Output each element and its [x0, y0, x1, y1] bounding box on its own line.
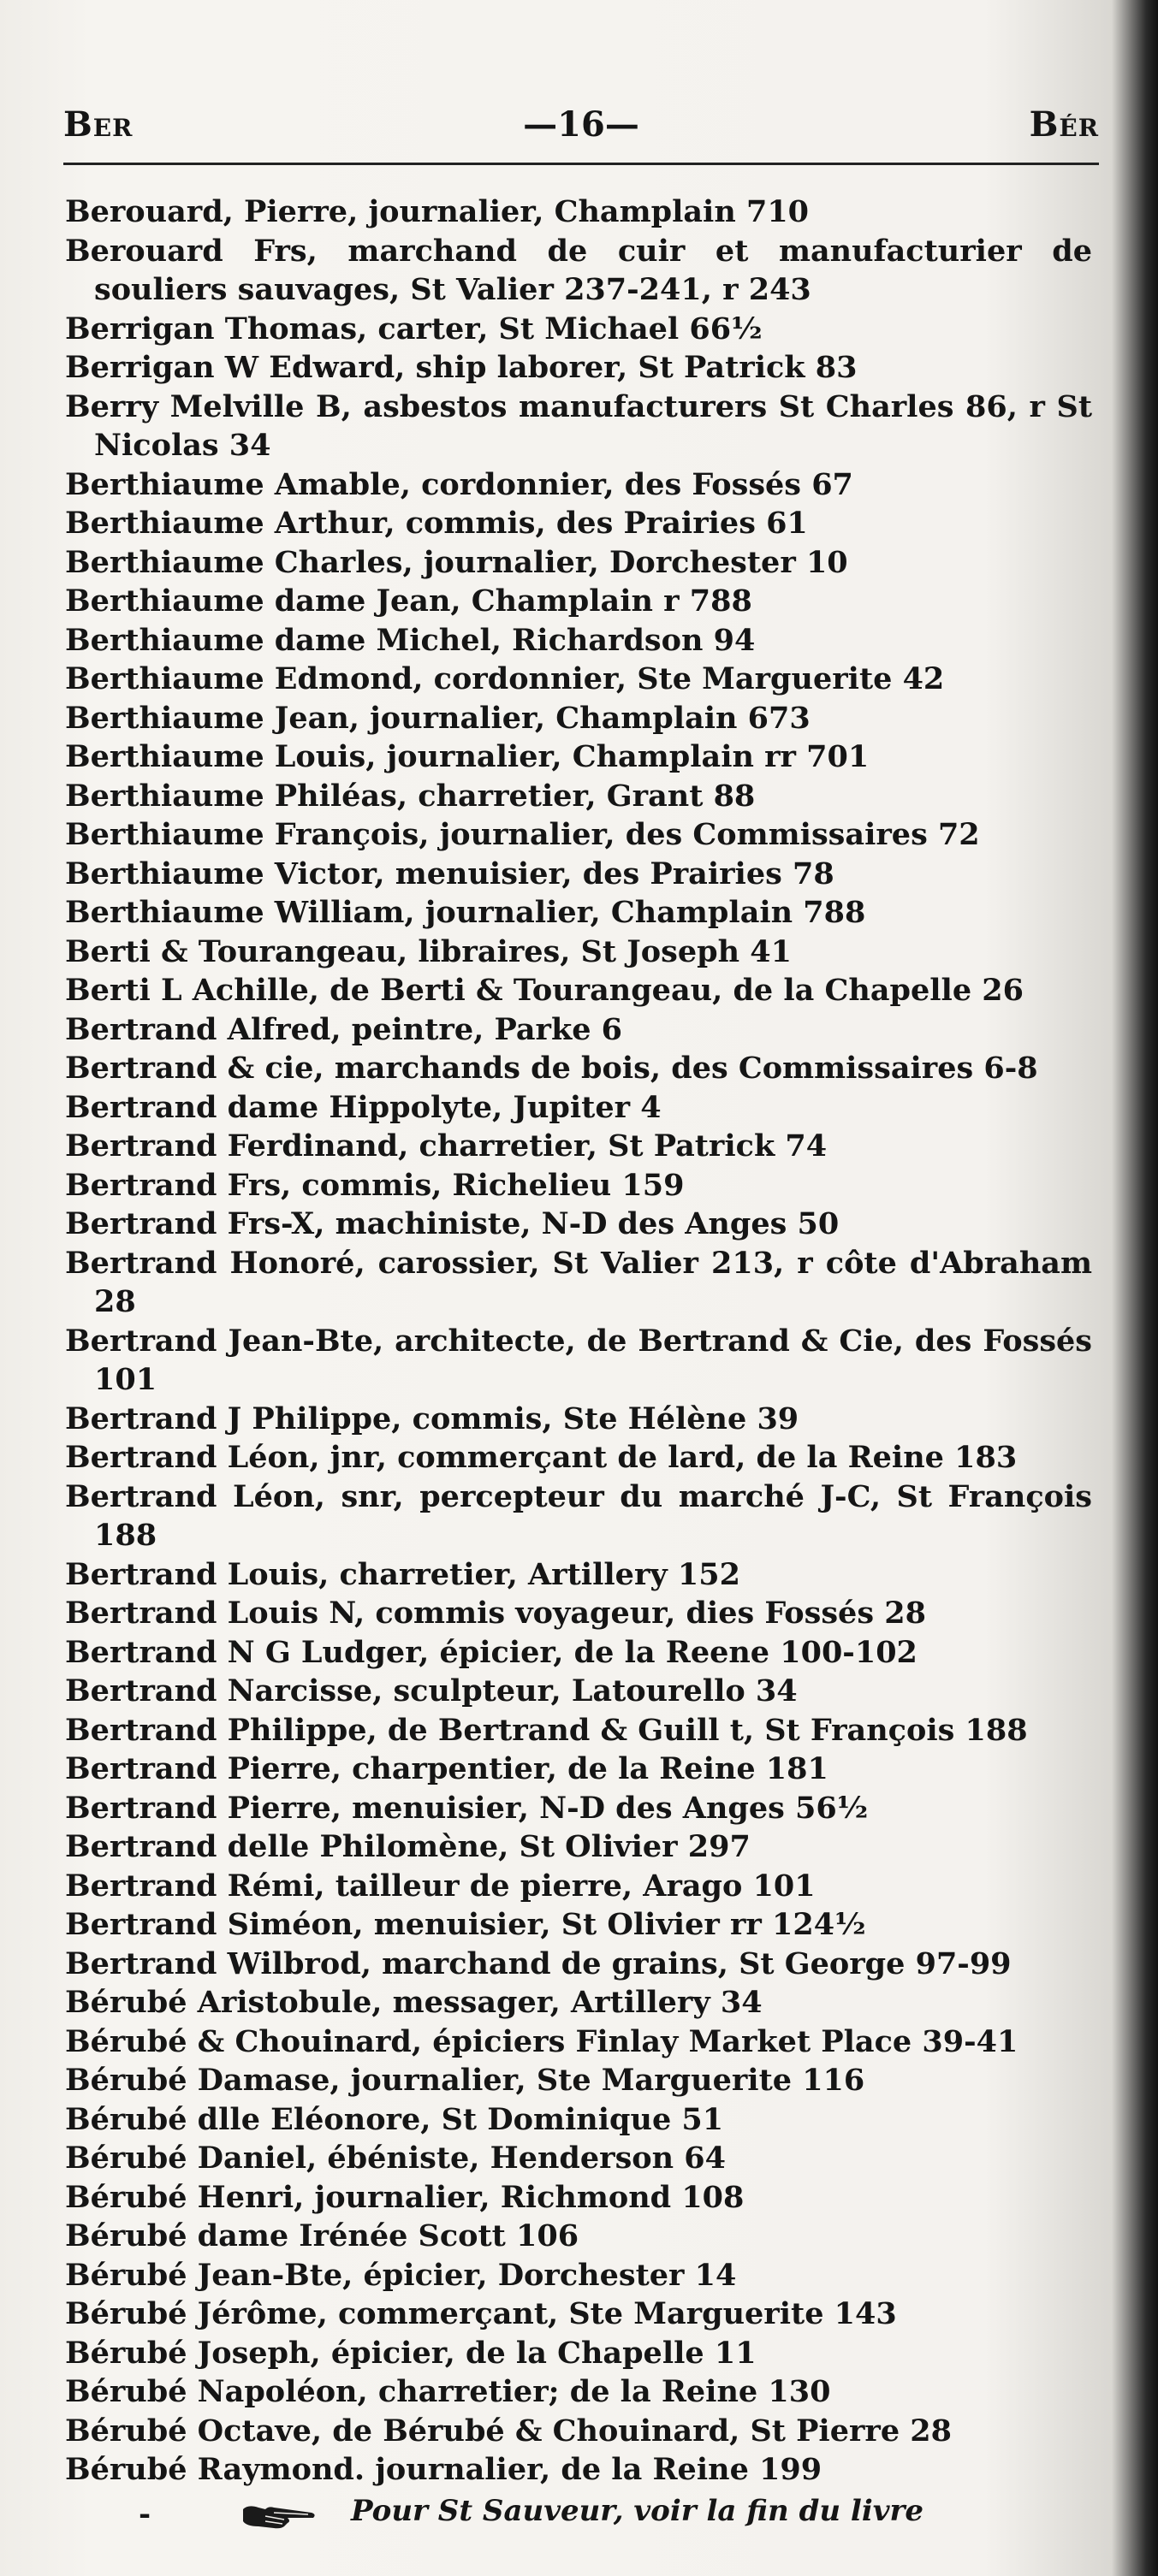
- directory-entry: Bérubé Jean-Bte, épicier, Dorchester 14: [65, 2257, 737, 2293]
- directory-entry: Bérubé Napoléon, charretier; de la Reine 130: [65, 2374, 831, 2409]
- directory-entry: Berthiaume Philéas, charretier, Grant 88: [65, 778, 756, 814]
- directory-entry: Berthiaume Victor, menuisier, des Prairies 78: [65, 856, 834, 891]
- directory-entry: Berrigan W Edward, ship laborer, St Patrick 83: [65, 350, 858, 385]
- directory-entry: Bertrand Pierre, menuisier, N-D des Anges 56½: [65, 1790, 869, 1826]
- directory-entry: Bérubé dlle Eléonore, St Dominique 51: [65, 2101, 724, 2137]
- directory-entry: Berthiaume Louis, journalier, Champlain rr 701: [65, 739, 870, 774]
- directory-entry: Berthiaume Charles, journalier, Dorchester 10: [65, 544, 848, 580]
- directory-entry: Berti & Tourangeau, libraires, St Joseph 41: [65, 933, 792, 969]
- directory-entry: Bertrand Louis, charretier, Artillery 152: [65, 1556, 740, 1592]
- header-right-guide: Bér: [1029, 104, 1099, 145]
- directory-entry: Berthiaume Amable, cordonnier, des Fossés 67: [65, 466, 853, 502]
- directory-entry: Bérubé & Chouinard, épiciers Finlay Market Place 39-41: [65, 2023, 1018, 2059]
- directory-entry: Berthiaume Jean, journalier, Champlain 673: [65, 700, 811, 736]
- directory-entry: Bertrand Philippe, de Bertrand & Guill t, St François 188: [65, 1712, 1028, 1748]
- directory-entry: Berti L Achille, de Berti & Tourangeau, de la Chapelle 26: [65, 973, 1024, 1008]
- directory-entry: Berthiaume dame Jean, Champlain r 788: [65, 583, 752, 619]
- directory-entry: Berouard Frs, marchand de cuir et manufacturier de souliers sauvages, St Valier 237-241, r 243: [65, 233, 1092, 307]
- directory-entry: Bertrand delle Philomène, St Olivier 297: [65, 1829, 751, 1864]
- directory-entry: Berthiaume Edmond, cordonnier, Ste Marguerite 42: [65, 661, 945, 696]
- directory-entry: Bertrand Rémi, tailleur de pierre, Arago 101: [65, 1868, 816, 1904]
- directory-entry: Bertrand Léon, jnr, commerçant de lard, de la Reine 183: [65, 1440, 1018, 1475]
- directory-entry: Berthiaume dame Michel, Richardson 94: [65, 622, 756, 658]
- directory-entry: Bérubé Daniel, ébéniste, Henderson 64: [65, 2141, 726, 2176]
- page-header: [63, 104, 1099, 156]
- directory-entry: Bertrand & cie, marchands de bois, des Commissaires 6-8: [65, 1051, 1038, 1086]
- directory-entry: Bertrand Frs, commis, Richelieu 159: [65, 1167, 685, 1203]
- directory-entry: Bertrand Siméon, menuisier, St Olivier rr 124½: [65, 1907, 866, 1942]
- page-number: —16—: [523, 104, 639, 145]
- directory-entry: Bérubé Aristobule, messager, Artillery 34: [65, 1985, 763, 2020]
- header-rule: [63, 163, 1099, 165]
- directory-entry: Bérubé Raymond. journalier, de la Reine 199: [65, 2452, 822, 2487]
- directory-entry: Berthiaume François, journalier, des Commissaires 72: [65, 817, 980, 852]
- directory-entry: Bérubé Joseph, épicier, de la Chapelle 11: [65, 2335, 757, 2371]
- directory-entry: Bérubé dame Irénée Scott 106: [65, 2218, 579, 2253]
- footer-note: Pour St Sauveur, voir la fin du livre: [351, 2494, 924, 2528]
- directory-entry: Bertrand Jean-Bte, architecte, de Bertrand & Cie, des Fossés 101: [65, 1323, 1092, 1397]
- directory-entry: Bertrand Honoré, carossier, St Valier 213, r côte d'Abraham 28: [65, 1245, 1092, 1319]
- directory-entry: Bertrand Alfred, peintre, Parke 6: [65, 1011, 623, 1047]
- directory-entry: Bérubé Henri, journalier, Richmond 108: [65, 2179, 745, 2215]
- directory-entry: Berthiaume William, journalier, Champlain 788: [65, 895, 866, 930]
- directory-entry: Bertrand J Philippe, commis, Ste Hélène 39: [65, 1401, 799, 1436]
- directory-entry: Bertrand Léon, snr, percepteur du marché J-C, St François 188: [65, 1478, 1092, 1553]
- directory-entry: Bertrand Pierre, charpentier, de la Reine 181: [65, 1751, 828, 1786]
- directory-entry: Berrigan Thomas, carter, St Michael 66½: [65, 311, 763, 346]
- page-footer: [139, 2494, 1087, 2537]
- directory-entry: Berry Melville B, asbestos manufacturers St Charles 86, r St Nicolas 34: [65, 388, 1092, 463]
- directory-entry: Bertrand Louis N, commis voyageur, dies Fossés 28: [65, 1596, 926, 1631]
- directory-entry: Bertrand N G Ludger, épicier, de la Reene 100-102: [65, 1634, 917, 1670]
- directory-entry: Berthiaume Arthur, commis, des Prairies 61: [65, 506, 808, 541]
- directory-entry: Bertrand Narcisse, sculpteur, Latourello 34: [65, 1673, 798, 1708]
- directory-entry: Bertrand Wilbrod, marchand de grains, St George 97-99: [65, 1945, 1012, 1981]
- directory-entry: Bertrand Ferdinand, charretier, St Patrick 74: [65, 1128, 828, 1164]
- directory-entry: Berouard, Pierre, journalier, Champlain 710: [65, 194, 810, 229]
- directory-listing: [65, 192, 1092, 2490]
- directory-entry: Bérubé Octave, de Bérubé & Chouinard, St Pierre 28: [65, 2413, 953, 2449]
- directory-entry: Bertrand dame Hippolyte, Jupiter 4: [65, 1089, 662, 1125]
- pointing-hand-icon: [240, 2501, 318, 2532]
- footer-dash: -: [139, 2497, 151, 2532]
- header-left-guide: Ber: [63, 104, 134, 145]
- directory-entry: Bertrand Frs-X, machiniste, N-D des Anges 50: [65, 1206, 840, 1241]
- directory-entry: Bérubé Damase, journalier, Ste Marguerite 116: [65, 2063, 865, 2098]
- directory-entry: Bérubé Jérôme, commerçant, Ste Marguerite 143: [65, 2296, 897, 2331]
